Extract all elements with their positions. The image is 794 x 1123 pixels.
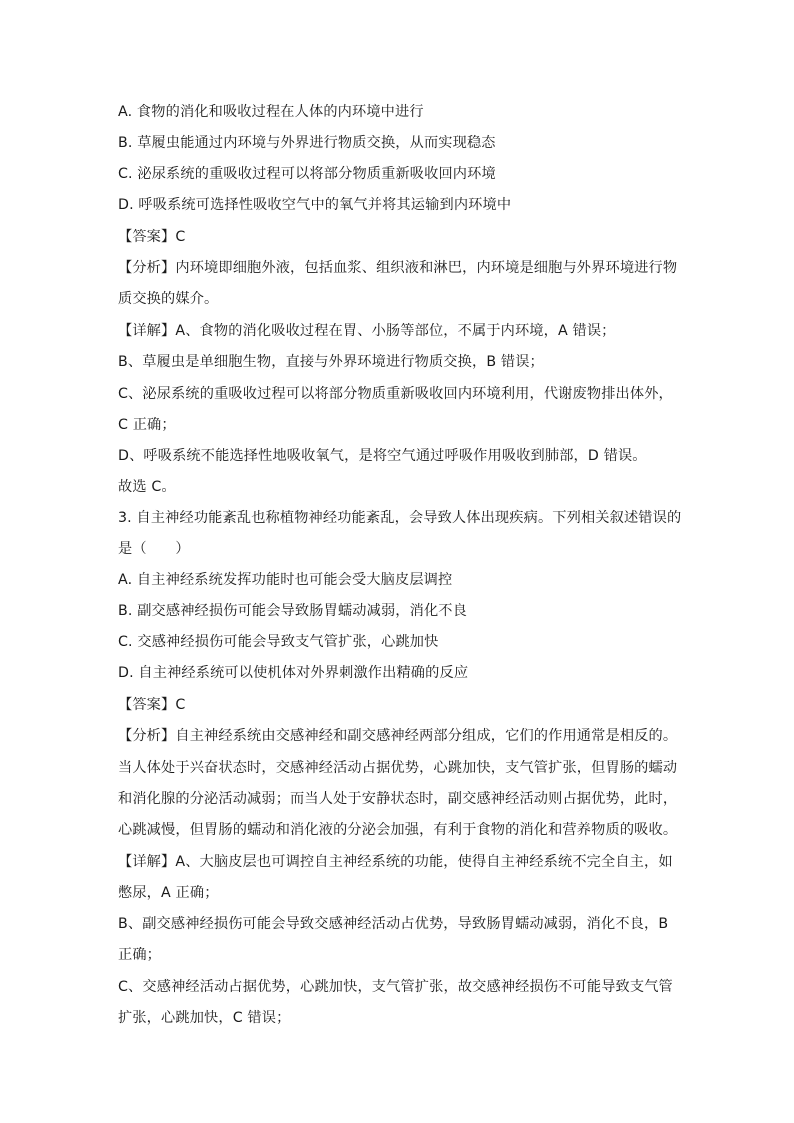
q3-detail-line-4: 正确； xyxy=(118,947,162,963)
q3-analysis-line-2: 当人体处于兴奋状态时，交感神经活动占据优势，心跳加快，支气管扩张，但胃肠的蠕动 xyxy=(118,760,678,776)
q2-analysis-line-2: 质交换的媒介。 xyxy=(118,291,219,307)
q3-detail-line-3: B、副交感神经损伤可能会导致交感神经活动占优势，导致肠胃蠕动减弱，消化不良，B xyxy=(118,916,669,932)
q3-stem-line-1: 3. 自主神经功能紊乱也称植物神经功能紊乱，会导致人体出现疾病。下列相关叙述错误的 xyxy=(118,510,682,526)
q3-analysis-line-3: 和消化腺的分泌活动减弱；而当人处于安静状态时，副交感神经活动则占据优势，此时， xyxy=(118,791,678,807)
q2-option-b: B. 草履虫能通过内环境与外界进行物质交换，从而实现稳态 xyxy=(118,135,496,151)
q3-stem-line-2: 是（ ） xyxy=(118,541,190,557)
q3-detail-line-6: 扩张，心跳加快，C 错误； xyxy=(118,1010,291,1026)
q3-detail-line-5: C、交感神经活动占据优势，心跳加快，支气管扩张，故交感神经损伤不可能导致支气管 xyxy=(118,979,673,995)
q2-detail-line-1: 【详解】A、食物的消化吸收过程在胃、小肠等部位，不属于内环境，A 错误； xyxy=(118,323,616,339)
q2-analysis-line-1: 【分析】内环境即细胞外液，包括血浆、组织液和淋巴，内环境是细胞与外界环境进行物 xyxy=(118,260,678,276)
q3-option-c: C. 交感神经损伤可能会导致支气管扩张，心跳加快 xyxy=(118,634,439,650)
q3-option-d: D. 自主神经系统可以使机体对外界刺激作出精确的反应 xyxy=(118,665,469,681)
q3-analysis-line-4: 心跳减慢，但胃肠的蠕动和消化液的分泌会加强，有利于食物的消化和营养物质的吸收。 xyxy=(118,822,678,838)
q2-option-d: D. 呼吸系统可选择性吸收空气中的氧气并将其运输到内环境中 xyxy=(118,197,512,213)
q3-detail-line-2: 憋尿，A 正确； xyxy=(118,885,219,901)
q2-option-a: A. 食物的消化和吸收过程在人体的内环境中进行 xyxy=(118,104,424,120)
q3-answer: 【答案】C xyxy=(118,697,186,713)
q3-option-a: A. 自主神经系统发挥功能时也可能会受大脑皮层调控 xyxy=(118,572,453,588)
q3-detail-line-1: 【详解】A、大脑皮层也可调控自主神经系统的功能，使得自主神经系统不完全自主，如 xyxy=(118,854,673,870)
q2-answer: 【答案】C xyxy=(118,229,186,245)
q2-option-c: C. 泌尿系统的重吸收过程可以将部分物质重新吸收回内环境 xyxy=(118,166,496,182)
q2-detail-line-5: D、呼吸系统不能选择性地吸收氧气，是将空气通过呼吸作用吸收到肺部，D 错误。 xyxy=(118,448,647,464)
q2-conclusion: 故选 C。 xyxy=(118,479,176,495)
q2-detail-line-4: C 正确； xyxy=(118,417,176,433)
q3-option-b: B. 副交感神经损伤可能会导致肠胃蠕动减弱，消化不良 xyxy=(118,603,467,619)
q2-detail-line-2: B、草履虫是单细胞生物，直接与外界环境进行物质交换，B 错误； xyxy=(118,354,544,370)
q2-detail-line-3: C、泌尿系统的重吸收过程可以将部分物质重新吸收回内环境利用，代谢废物排出体外， xyxy=(118,386,673,402)
q3-analysis-line-1: 【分析】自主神经系统由交感神经和副交感神经两部分组成，它们的作用通常是相反的。 xyxy=(118,728,678,744)
